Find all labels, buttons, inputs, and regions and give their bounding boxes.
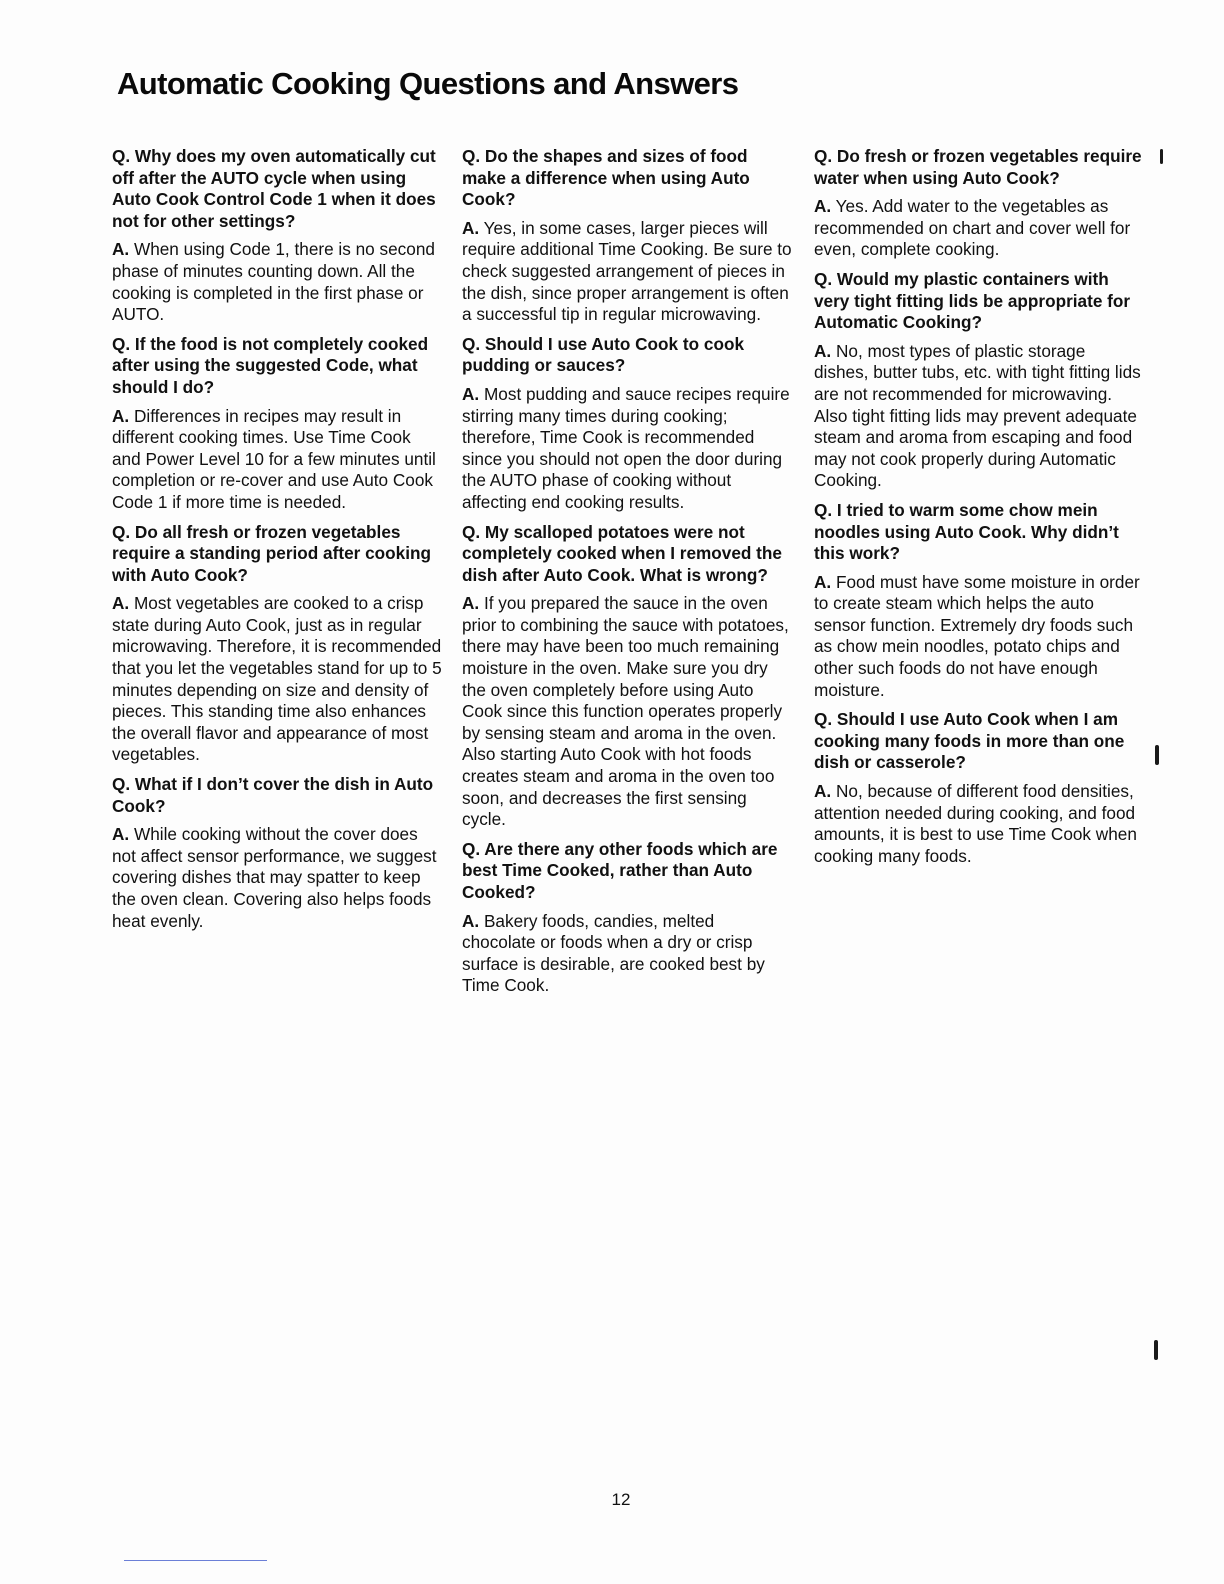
qa-item [112,522,442,767]
scan-edge-mark [1154,1340,1158,1360]
qa-column-right [814,146,1144,875]
question-text: Q. Should I use Auto Cook when I am cooking many foods in more than one dish or casserole? [814,709,1125,773]
answer-text [814,572,1144,702]
qa-item [814,269,1144,492]
qa-item [462,839,792,997]
question-text: Q. My scalloped potatoes were not completely cooked when I removed the dish after Auto Cook. What is wrong? [462,521,782,585]
qa-item [462,522,792,831]
qa-item [112,334,442,514]
question-text: Q. Should I use Auto Cook to cook pudding or sauces? [462,333,744,376]
answer-body: Food must have some moisture in order to create steam which helps the auto sensor function. Extremely dry foods such as chow mein noodles, potato chips and other such foods do not have enough moisture. [814,571,1140,700]
question-text: Q. Do the shapes and sizes of food make a difference when using Auto Cook? [462,146,750,210]
answer-label: A. [112,239,130,260]
answer-body: Bakery foods, candies, melted chocolate or foods when a dry or crisp surface is desirable, are cooked best by Time Cook. [462,910,765,996]
question-text: Q. Would my plastic containers with very tight fitting lids be appropriate for Automatic Cooking? [814,268,1131,333]
answer-label: A. [112,593,130,614]
question-text: Q. If the food is not completely cooked after using the suggested Code, what should I do? [112,333,429,397]
qa-item [462,334,792,514]
page-title: Automatic Cooking Questions and Answers [117,66,739,101]
answer-label: A. [112,824,130,845]
qa-column-left [112,146,442,940]
answer-text [462,384,792,514]
answer-text [814,196,1144,261]
question-text: Q. Why does my oven automatically cut off after the AUTO cycle when using Auto Cook Control Code 1 when it does not for other settings? [112,146,436,231]
qa-item [112,774,442,932]
page-number: 12 [611,1490,631,1509]
answer-label: A. [462,593,480,614]
answer-body: No, most types of plastic storage dishes, butter tubs, etc. with tight fitting lids are not recommended for microwaving. Also tight fitting lids may prevent adequate steam and aroma from escaping and food may not cook properly during Automatic Cooking. [814,340,1141,491]
question-text: Q. What if I don’t cover the dish in Auto Cook? [112,774,434,816]
qa-item [814,709,1144,867]
answer-label: A. [462,383,480,404]
answer-text [814,781,1144,867]
answer-label: A. [462,217,480,238]
answer-body: Most pudding and sauce recipes require stirring many times during cooking; therefore, Time Cook is recommended since you should not open the door during the AUTO phase of cooking without affecting end cooking results. [462,383,790,512]
answer-text [112,593,442,766]
answer-body: When using Code 1, there is no second phase of minutes counting down. All the cooking is completed in the first phase or AUTO. [112,239,435,325]
scan-edge-mark [1155,745,1159,765]
answer-text [112,239,442,325]
answer-body: If you prepared the sauce in the oven prior to combining the sauce with potatoes, there may have been too much remaining moisture in the oven. Make sure you dry the oven completely before using Auto Cook since this function operates properly by sensing steam and aroma in the oven. Also starting Auto Cook with hot foods creates steam and aroma in the oven too soon, and decreases the first sensing cycle. [462,593,789,830]
answer-label: A. [814,571,832,592]
qa-item [814,500,1144,701]
answer-body: While cooking without the cover does not affect sensor performance, we suggest covering dishes that may spatter to keep the oven clean. Covering also helps foods heat evenly. [112,824,437,931]
answer-text [462,218,792,326]
answer-body: Yes. Add water to the vegetables as recommended on chart and cover well for even, complete cooking. [814,196,1131,260]
answer-text [462,593,792,831]
qa-item [814,146,1144,261]
qa-item [112,146,442,326]
question-text: Q. Do all fresh or frozen vegetables require a standing period after cooking with Auto Cook? [112,521,431,585]
answer-text [112,824,442,932]
question-text: Q. Are there any other foods which are best Time Cooked, rather than Auto Cooked? [462,838,778,902]
answer-label: A. [814,196,832,217]
qa-column-middle [462,146,792,1005]
answer-label: A. [814,781,832,802]
scan-edge-mark [1160,149,1163,164]
answer-text [112,406,442,514]
answer-body: Differences in recipes may result in different cooking times. Use Time Cook and Power Level 10 for a few minutes until completion or re-cover and use Auto Cook Code 1 if more time is needed. [112,405,436,512]
answer-text [814,341,1144,492]
footer-rule [124,1560,267,1561]
answer-label: A. [814,340,832,361]
answer-text [462,911,792,997]
question-text: Q. I tried to warm some chow mein noodles using Auto Cook. Why didn’t this work? [814,499,1119,564]
question-text: Q. Do fresh or frozen vegetables require water when using Auto Cook? [814,146,1142,188]
qa-item [462,146,792,326]
answer-label: A. [112,405,130,426]
answer-body: Most vegetables are cooked to a crisp state during Auto Cook, just as in regular microwaving. Therefore, it is recommended that you let the vegetables stand for up to 5 minutes depending on size and density of pieces. This standing time also enhances the overall flavor and appearance of most vegetables. [112,593,442,765]
answer-body: No, because of different food densities, attention needed during cooking, and food amounts, it is best to use Time Cook when cooking many foods. [814,781,1137,866]
answer-body: Yes, in some cases, larger pieces will require additional Time Cooking. Be sure to check suggested arrangement of pieces in the dish, since proper arrangement is often a successful tip in regular microwaving. [462,217,792,325]
answer-label: A. [462,910,480,931]
